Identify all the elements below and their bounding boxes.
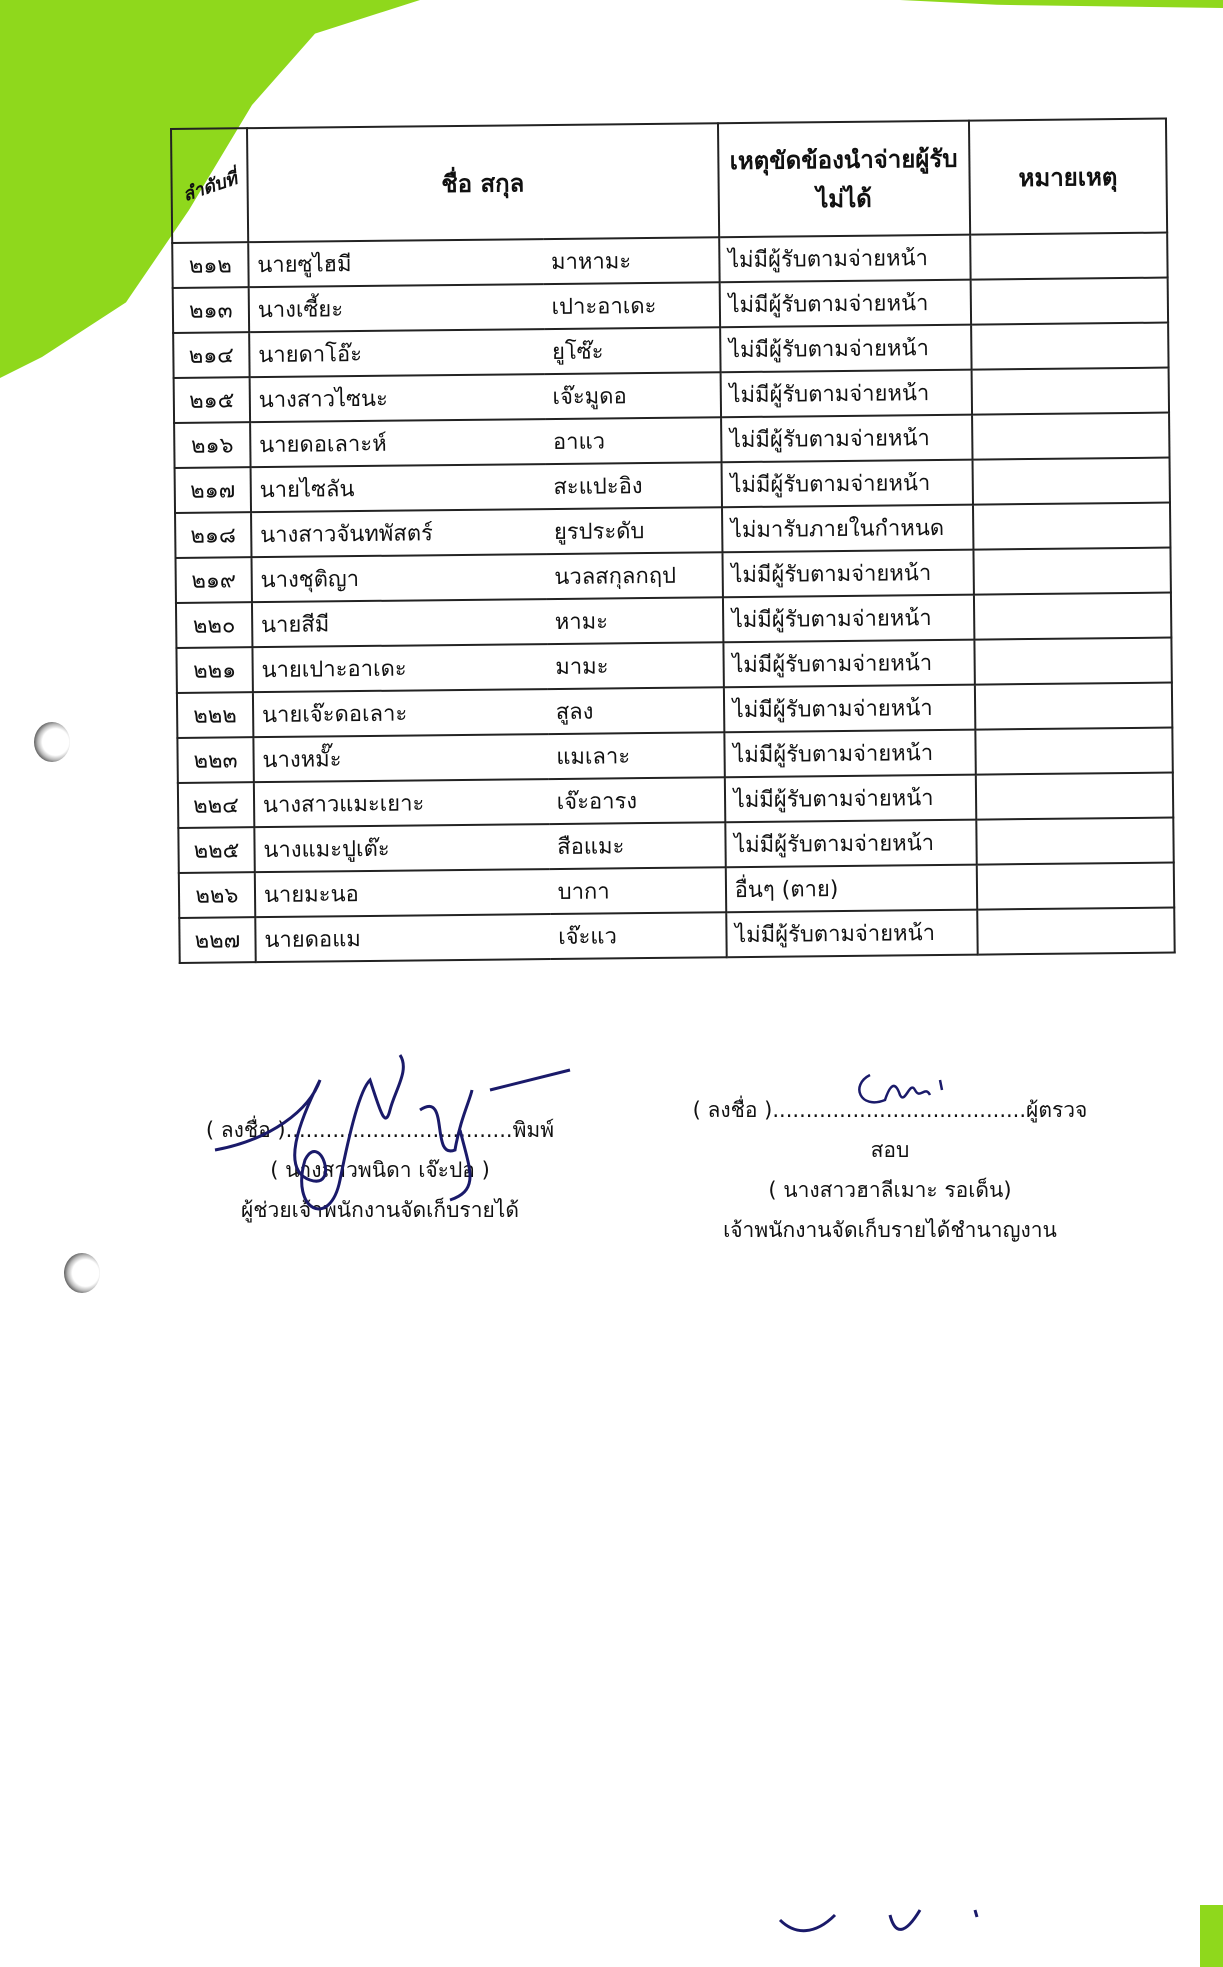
remark: [973, 548, 1171, 595]
first-name: นายสีมี: [252, 599, 547, 647]
row-number: ๒๒๕: [178, 827, 254, 873]
row-number: ๒๑๙: [176, 557, 252, 603]
reason: ไม่มีผู้รับตามจ่ายหน้า: [724, 775, 976, 823]
table-row: [179, 908, 1174, 963]
row-number: ๒๑๔: [173, 332, 249, 378]
reason: ไม่มีผู้รับตามจ่ายหน้า: [723, 640, 975, 688]
first-name: นางสาวไซนะ: [249, 374, 544, 422]
header-reason: เหตุขัดข้องนำจ่ายผู้รับไม่ได้: [718, 121, 970, 238]
first-name: นางสาวจันทพัสตร์: [251, 509, 546, 557]
green-background-strip: [900, 0, 1223, 8]
first-name: นายมะนอ: [255, 869, 550, 917]
row-number: ๒๑๗: [175, 467, 251, 513]
remark: [977, 863, 1175, 910]
reason: ไม่มีผู้รับตามจ่ายหน้า: [723, 685, 975, 733]
reason: ไม่มีผู้รับตามจ่ายหน้า: [719, 280, 971, 328]
first-name: นางชุติญา: [251, 554, 546, 602]
punch-hole: [34, 722, 70, 762]
first-name: นางหมั๊ะ: [253, 734, 548, 782]
row-number: ๒๒๖: [179, 872, 255, 918]
signer-name: ( นางสาวพนิดา เจ๊ะปอ ): [270, 1158, 490, 1182]
header-remark: หมายเหตุ: [969, 119, 1167, 235]
reason: ไม่มีผู้รับตามจ่ายหน้า: [720, 370, 972, 418]
remark: [972, 458, 1170, 505]
green-background-edge: [1200, 1905, 1223, 1967]
row-number: ๒๒๓: [177, 737, 253, 783]
first-name: นางสาวแมะเยาะ: [254, 779, 549, 827]
first-name: นายดอเลาะห์: [250, 419, 545, 467]
last-name: มาหามะ: [543, 237, 719, 284]
signer-name: ( นางสาวฮาลีเมาะ รอเด็น): [768, 1178, 1012, 1202]
reason: ไม่มีผู้รับตามจ่ายหน้า: [719, 235, 971, 283]
row-number: ๒๑๒: [172, 242, 248, 288]
last-name: อาแว: [545, 417, 721, 464]
remark: [976, 818, 1174, 865]
last-name: ยูโซ๊ะ: [544, 327, 720, 374]
remark: [972, 413, 1170, 460]
row-number: ๒๑๘: [175, 512, 251, 558]
first-name: นายเจ๊ะดอเลาะ: [253, 689, 548, 737]
reason: ไม่มารับภายในกำหนด: [722, 505, 974, 553]
undelivered-recipients-table: [170, 118, 1176, 964]
reason: ไม่มีผู้รับตามจ่ายหน้า: [720, 325, 972, 373]
reason: ไม่มีผู้รับตามจ่ายหน้า: [726, 910, 978, 958]
reason: อื่นๆ (ตาย): [725, 865, 977, 913]
first-name: นายดาโอ๊ะ: [249, 329, 544, 377]
signer-title: ผู้ช่วยเจ้าพนักงานจัดเก็บรายได้: [241, 1198, 519, 1222]
punch-hole: [64, 1253, 100, 1293]
first-name: นางเซี้ยะ: [249, 284, 544, 332]
last-name: เจ๊ะมูดอ: [544, 372, 720, 419]
signature-line: ( ลงชื่อ )..................................พิมพ์: [205, 1118, 555, 1142]
row-number: ๒๒๑: [176, 647, 252, 693]
signature-block-preparer: [180, 1110, 580, 1230]
last-name: ยูรประดับ: [546, 507, 722, 554]
remark: [970, 278, 1168, 325]
last-name: สะแปะอิง: [545, 462, 721, 509]
last-name: แมเลาะ: [548, 732, 724, 779]
last-name: สูลง: [548, 687, 724, 734]
first-name: นางแมะปูเต๊ะ: [254, 824, 549, 872]
remark: [971, 368, 1169, 415]
last-name: บากา: [549, 867, 725, 914]
reason: ไม่มีผู้รับตามจ่ายหน้า: [725, 820, 977, 868]
first-name: นายดอแม: [255, 914, 550, 962]
handwritten-check-marks: [775, 1905, 995, 1945]
reason: ไม่มีผู้รับตามจ่ายหน้า: [722, 550, 974, 598]
remark: [975, 728, 1173, 775]
header-name: ชื่อ สกุล: [247, 123, 719, 242]
first-name: นายไซลัน: [250, 464, 545, 512]
last-name: มามะ: [547, 642, 723, 689]
row-number: ๒๑๖: [174, 422, 250, 468]
reason: ไม่มีผู้รับตามจ่ายหน้า: [721, 415, 973, 463]
last-name: นวลสกุลกฤป: [546, 552, 722, 599]
remark: [976, 773, 1174, 820]
remark: [977, 908, 1175, 955]
signature-line: ( ลงชื่อ )......................................ผู้ตรวจสอบ: [692, 1098, 1088, 1162]
last-name: เปาะอาเดะ: [543, 282, 719, 329]
remark: [970, 233, 1168, 280]
row-number: ๒๒๐: [176, 602, 252, 648]
remark: [974, 593, 1172, 640]
remark: [975, 683, 1173, 730]
signer-title: เจ้าพนักงานจัดเก็บรายได้ชำนาญงาน: [723, 1218, 1057, 1242]
signature-block-verifier: [690, 1090, 1090, 1250]
reason: ไม่มีผู้รับตามจ่ายหน้า: [723, 595, 975, 643]
table-header-row: [171, 119, 1167, 243]
row-number: ๒๒๒: [177, 692, 253, 738]
first-name: นายซูไฮมี: [248, 239, 543, 287]
last-name: หามะ: [547, 597, 723, 644]
row-number: ๒๑๓: [173, 287, 249, 333]
last-name: เจ๊ะแว: [550, 912, 726, 959]
reason: ไม่มีผู้รับตามจ่ายหน้า: [724, 730, 976, 778]
remark: [971, 323, 1169, 370]
remark: [973, 503, 1171, 550]
row-number: ๒๒๔: [178, 782, 254, 828]
first-name: นายเปาะอาเดะ: [252, 644, 547, 692]
remark: [974, 638, 1172, 685]
reason: ไม่มีผู้รับตามจ่ายหน้า: [721, 460, 973, 508]
row-number: ๒๒๗: [179, 917, 255, 963]
last-name: สือแมะ: [549, 822, 725, 869]
last-name: เจ๊ะอารง: [548, 777, 724, 824]
header-number: ลำดับที่: [171, 128, 248, 243]
row-number: ๒๑๕: [174, 377, 250, 423]
